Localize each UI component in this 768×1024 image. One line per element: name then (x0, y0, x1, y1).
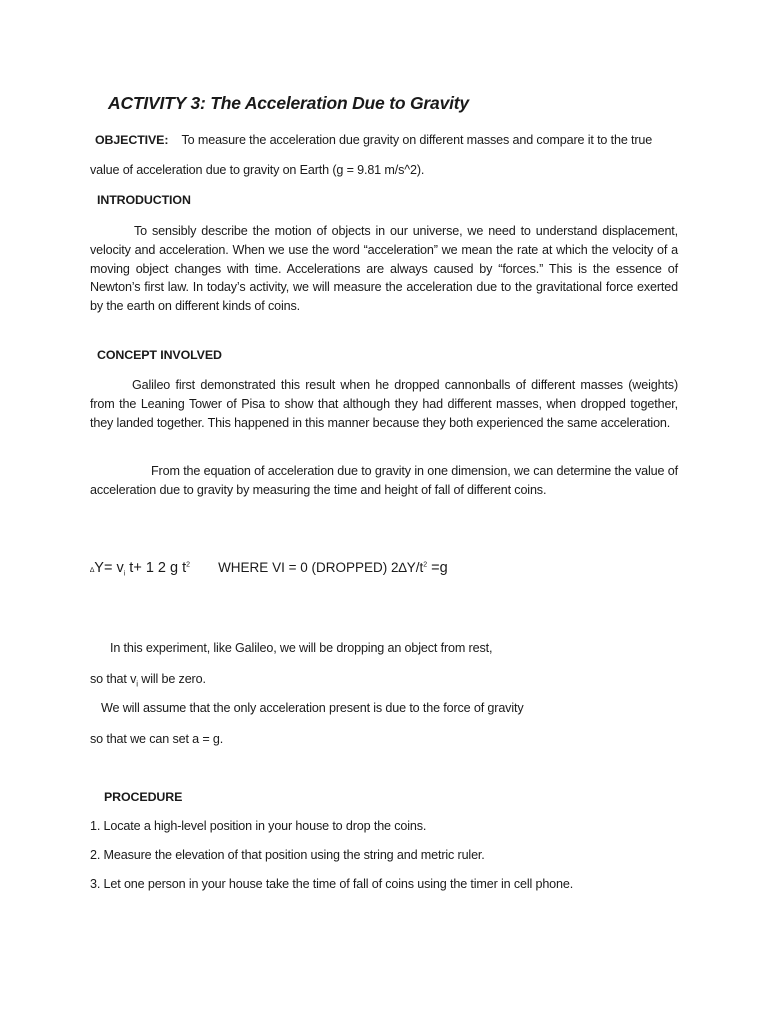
objective-line-1 (95, 133, 652, 147)
experiment-line-3: We will assume that the only acceleration present is due to the force of gravity (101, 701, 524, 715)
formula-part-1: Y= v (94, 560, 124, 576)
introduction-heading: INTRODUCTION (97, 193, 191, 207)
experiment-line-2b: will be zero. (137, 672, 206, 686)
procedure-heading: PROCEDURE (104, 790, 183, 804)
concept-paragraph-1: Galileo first demonstrated this result when he dropped cannonballs of different masses (weights) from the Leaning Tower of Pisa to show that although they had different masses, when dropped together, they landed together. This happened in this manner because they both experienced the same acceleration. (90, 378, 678, 430)
formula-sup-small: 2 (186, 561, 191, 569)
page-title: ACTIVITY 3: The Acceleration Due to Gravity (108, 93, 469, 113)
gravity-formula (90, 560, 448, 578)
experiment-line-1: In this experiment, like Galileo, we will be dropping an object from rest, (110, 641, 493, 655)
formula-part-2: t+ 1 2 g t (125, 560, 187, 576)
concept-heading: CONCEPT INVOLVED (97, 348, 222, 362)
objective-line-2: value of acceleration due to gravity on Earth (g = 9.81 m/s^2). (90, 163, 425, 177)
formula-sup-2: 2 (423, 561, 428, 569)
procedure-step: 2. Measure the elevation of that position using the string and metric ruler. (90, 848, 485, 862)
objective-text: To measure the acceleration due gravity on different masses and compare it to the true (181, 133, 653, 147)
experiment-line-2 (90, 672, 206, 689)
formula-part-3: WHERE VI = 0 (DROPPED) 2∆Y/t (218, 560, 424, 575)
objective-label: OBJECTIVE: (95, 133, 169, 147)
concept-paragraph-2: From the equation of acceleration due to gravity in one dimension, we can determine the value of acceleration due to gravity by measuring the time and height of fall of different coins. (90, 464, 678, 497)
experiment-line-4: so that we can set a = g. (90, 732, 224, 746)
formula-part-4: =g (427, 560, 448, 576)
formula-sub-i: i (123, 570, 126, 578)
introduction-paragraph: To sensibly describe the motion of objects in our universe, we need to understand displacement, velocity and acceleration. When we use the word “acceleration” we mean the rate at which the velocity of a moving object changes with time. Accelerations are always caused by “forces.” This is the essence of Newton’s first law. In today’s activity, we will measure the acceleration due to the gravitational force exerted by the earth on different kinds of coins. (90, 224, 678, 314)
delta-symbol: ∆ (90, 567, 95, 574)
experiment-line-2a: so that v (90, 672, 137, 686)
procedure-step: 1. Locate a high-level position in your house to drop the coins. (90, 819, 427, 833)
procedure-step: 3. Let one person in your house take the time of fall of coins using the timer in cell phone. (90, 877, 574, 891)
experiment-sub-i: i (136, 679, 138, 689)
